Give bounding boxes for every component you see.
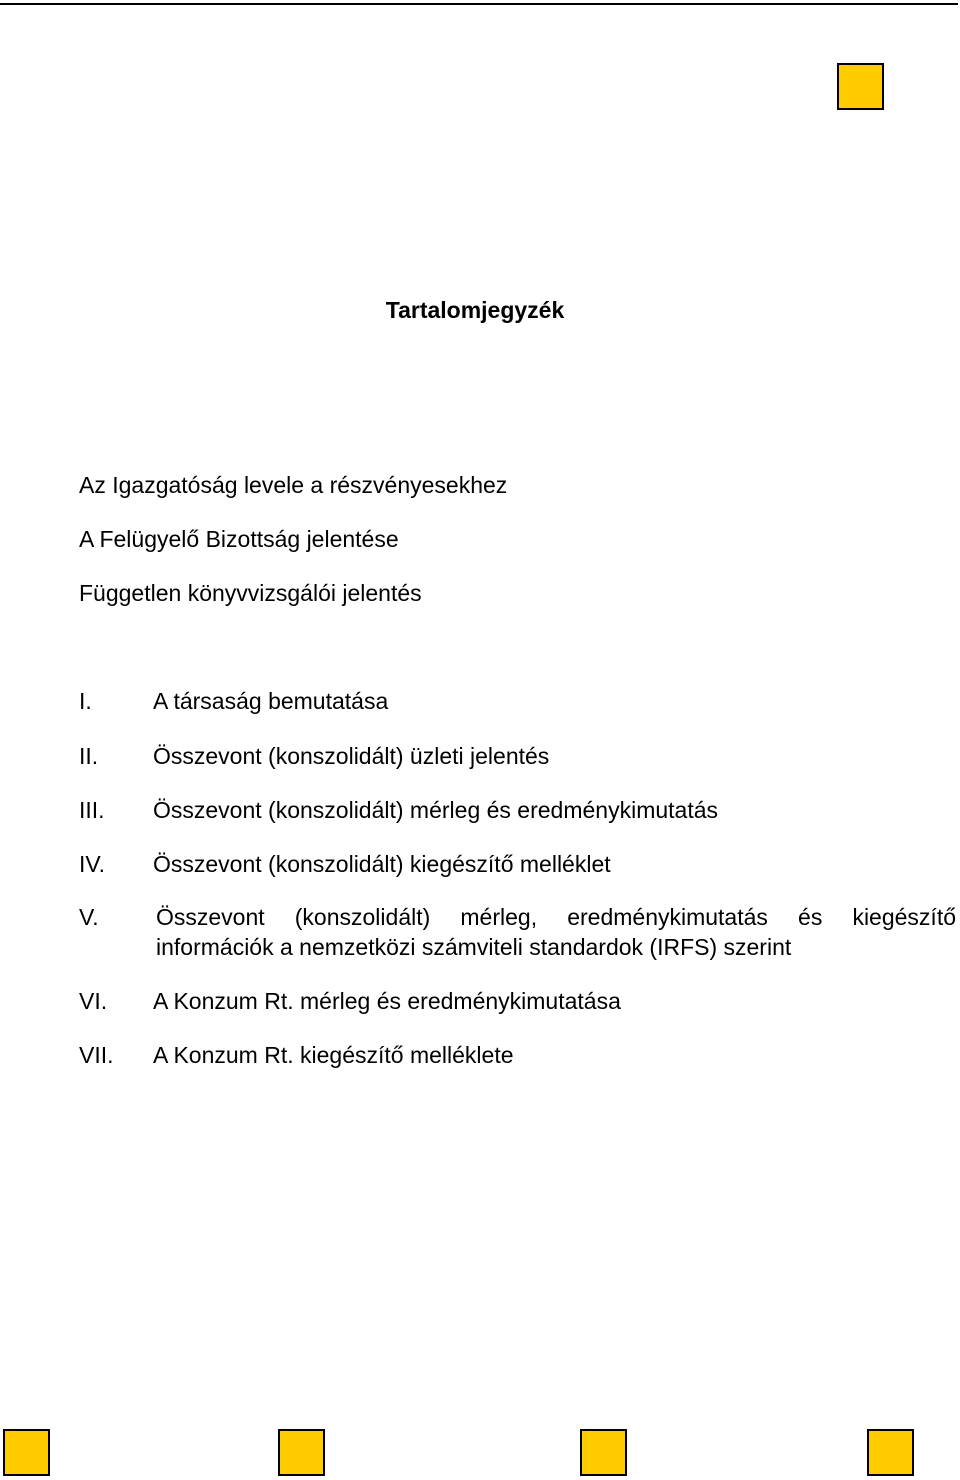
toc-entry-4: Összevont (konszolidált) kiegészítő melléklet [153, 851, 611, 877]
corner-marker-bottom-2 [278, 1429, 325, 1476]
toc-entry-6: A Konzum Rt. mérleg és eredménykimutatása [153, 988, 621, 1014]
toc-numeral-4: IV. [79, 851, 106, 877]
toc-entry-3: Összevont (konszolidált) mérleg és eredménykimutatás [153, 797, 719, 823]
toc-numeral-6: VI. [79, 988, 108, 1014]
toc-entry-5 [156, 902, 956, 962]
toc-entry-5-line-1: Összevont (konszolidált) mérleg, eredménykimutatás és kiegészítő [156, 904, 956, 930]
corner-marker-bottom-1 [3, 1429, 50, 1476]
toc-numeral-7: VII. [79, 1042, 114, 1068]
toc-entry-7: A Konzum Rt. kiegészítő melléklete [153, 1042, 514, 1068]
toc-entry-2: Összevont (konszolidált) üzleti jelentés [153, 743, 550, 769]
corner-marker-top-right [837, 63, 884, 110]
toc-numeral-5: V. [79, 904, 99, 930]
corner-marker-bottom-4 [867, 1429, 914, 1476]
page-title: Tartalomjegyzék [385, 297, 565, 323]
intro-item-board-report: A Felügyelő Bizottság jelentése [79, 526, 399, 552]
intro-item-letter: Az Igazgatóság levele a részvényesekhez [79, 472, 508, 498]
toc-numeral-1: I. [79, 688, 92, 714]
intro-item-auditor-report: Független könyvvizsgálói jelentés [79, 580, 422, 606]
toc-entry-5-line-2: információk a nemzetközi számviteli standardok (IRFS) szerint [156, 934, 792, 960]
toc-numeral-3: III. [79, 797, 105, 823]
top-rule [0, 3, 958, 5]
toc-entry-1: A társaság bemutatása [153, 688, 389, 714]
toc-numeral-2: II. [79, 743, 99, 769]
corner-marker-bottom-3 [580, 1429, 627, 1476]
